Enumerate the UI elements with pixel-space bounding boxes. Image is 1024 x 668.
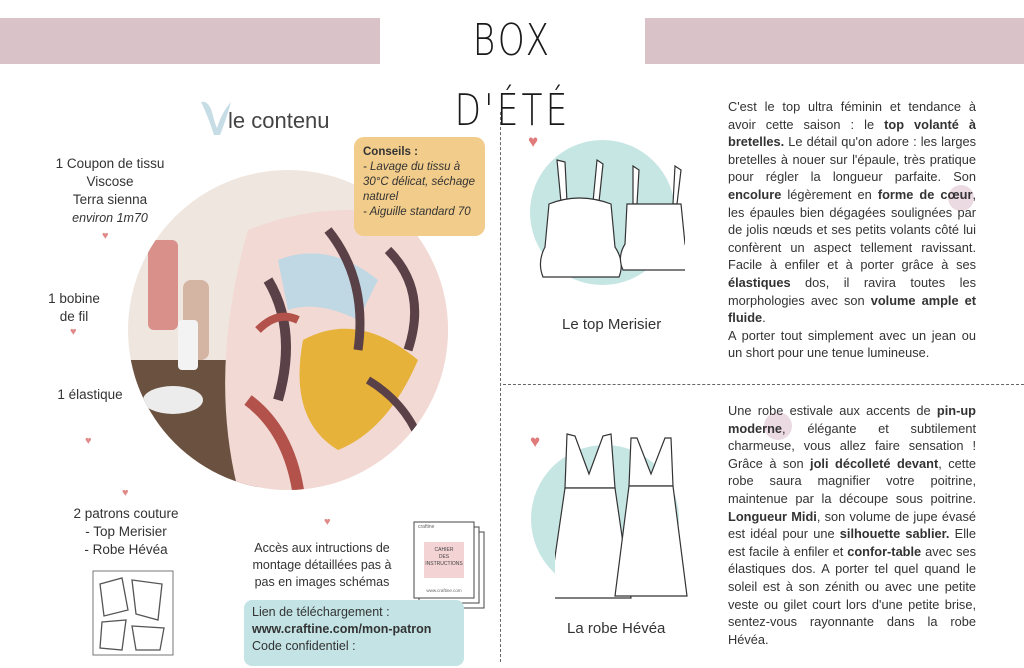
horizontal-divider: [503, 384, 1024, 385]
page-title: BOX D'ÉTÉ: [454, 15, 571, 136]
conseils-box: Conseils : - Lavage du tissu à 30°C délicat, séchage naturel - Aiguille standard 70: [354, 137, 485, 236]
robe-hevea-illustration: [555, 430, 695, 602]
heart-icon: ♥: [102, 230, 109, 242]
download-link-box: Lien de téléchargement : www.craftine.com/mon-patron Code confidentiel :: [244, 600, 464, 666]
instructions-access-text: Accès aux intructions de montage détaillées pas à pas en images schémas: [252, 541, 392, 589]
contenu-item-elastic: 1 élastique: [57, 387, 123, 402]
robe-hevea-description: Une robe estivale aux accents de pin-up moderne, élégante et subtilement charmeuse, vous allez faire sensation ! Grâce à son joli décolleté devant, cette robe saura magnifier votre poitrine, maintenue par la découpe sous poitrine. Longueur Midi, son volume de jupe évasé est idéal pour une silhouette sablier. Elle est facile à enfiler et confor-table avec ses élastiques dos. A porter tel quel quand le soleil est à son zénith ou avec une petite veste ou gilet court lors d'une petite brise, sentez-vous rayonnante dans la robe Hévéa.: [728, 403, 976, 647]
contenu-title: le contenu: [228, 108, 330, 133]
download-url[interactable]: www.craftine.com/mon-patron: [252, 622, 432, 636]
heart-icon: ♥: [530, 432, 541, 451]
top-merisier-illustration: [535, 152, 685, 287]
contenu-item-patterns: 2 patrons couture - Top Merisier - Robe Hévéa: [73, 506, 179, 557]
contenu-item-thread: 1 bobine de fil: [48, 291, 100, 324]
heart-icon: ♥: [85, 435, 92, 447]
heart-icon: ♥: [528, 132, 539, 151]
header-band-left: [0, 18, 380, 64]
top-merisier-description: C'est le top ultra féminin et tendance à avoir cette saison : le top volanté à bretelles. Le détail qu'on adore : les larges bretelles à nouer sur l'épaule, très pratique pour régler la longueur parfaite. Son encolure légèrement en forme de cœur, les épaules bien dégagées soulignées par de jolis nœuds et ses petits volants côté lui confèrent un aspect tellement ravissant. Facile à enfiler et à porter grâce à ses élastiques dos, il ravira toutes les morphologies avec son volume ample et fluide. A porter tout simplement avec un jean ou un short pour une tenue lumineuse.: [728, 99, 977, 361]
header-band-right: [645, 18, 1024, 64]
booklet-url: www.craftine.com: [426, 588, 462, 593]
robe-hevea-name: La robe Hévéa: [567, 620, 666, 637]
booklet-brand: craftine: [418, 524, 435, 530]
top-merisier-name: Le top Merisier: [562, 316, 662, 333]
sewing-patterns-image: [92, 570, 174, 656]
booklet-label: CAHIER DES INSTRUCTIONS: [425, 547, 463, 567]
vertical-divider: [500, 112, 501, 662]
instructions-booklet: [410, 518, 490, 610]
heart-icon: ♥: [70, 326, 77, 338]
heart-icon: ♥: [122, 487, 129, 499]
heart-icon: ♥: [324, 516, 331, 528]
contenu-item-fabric: 1 Coupon de tissu Viscose Terra sienna environ 1m70: [55, 156, 165, 225]
